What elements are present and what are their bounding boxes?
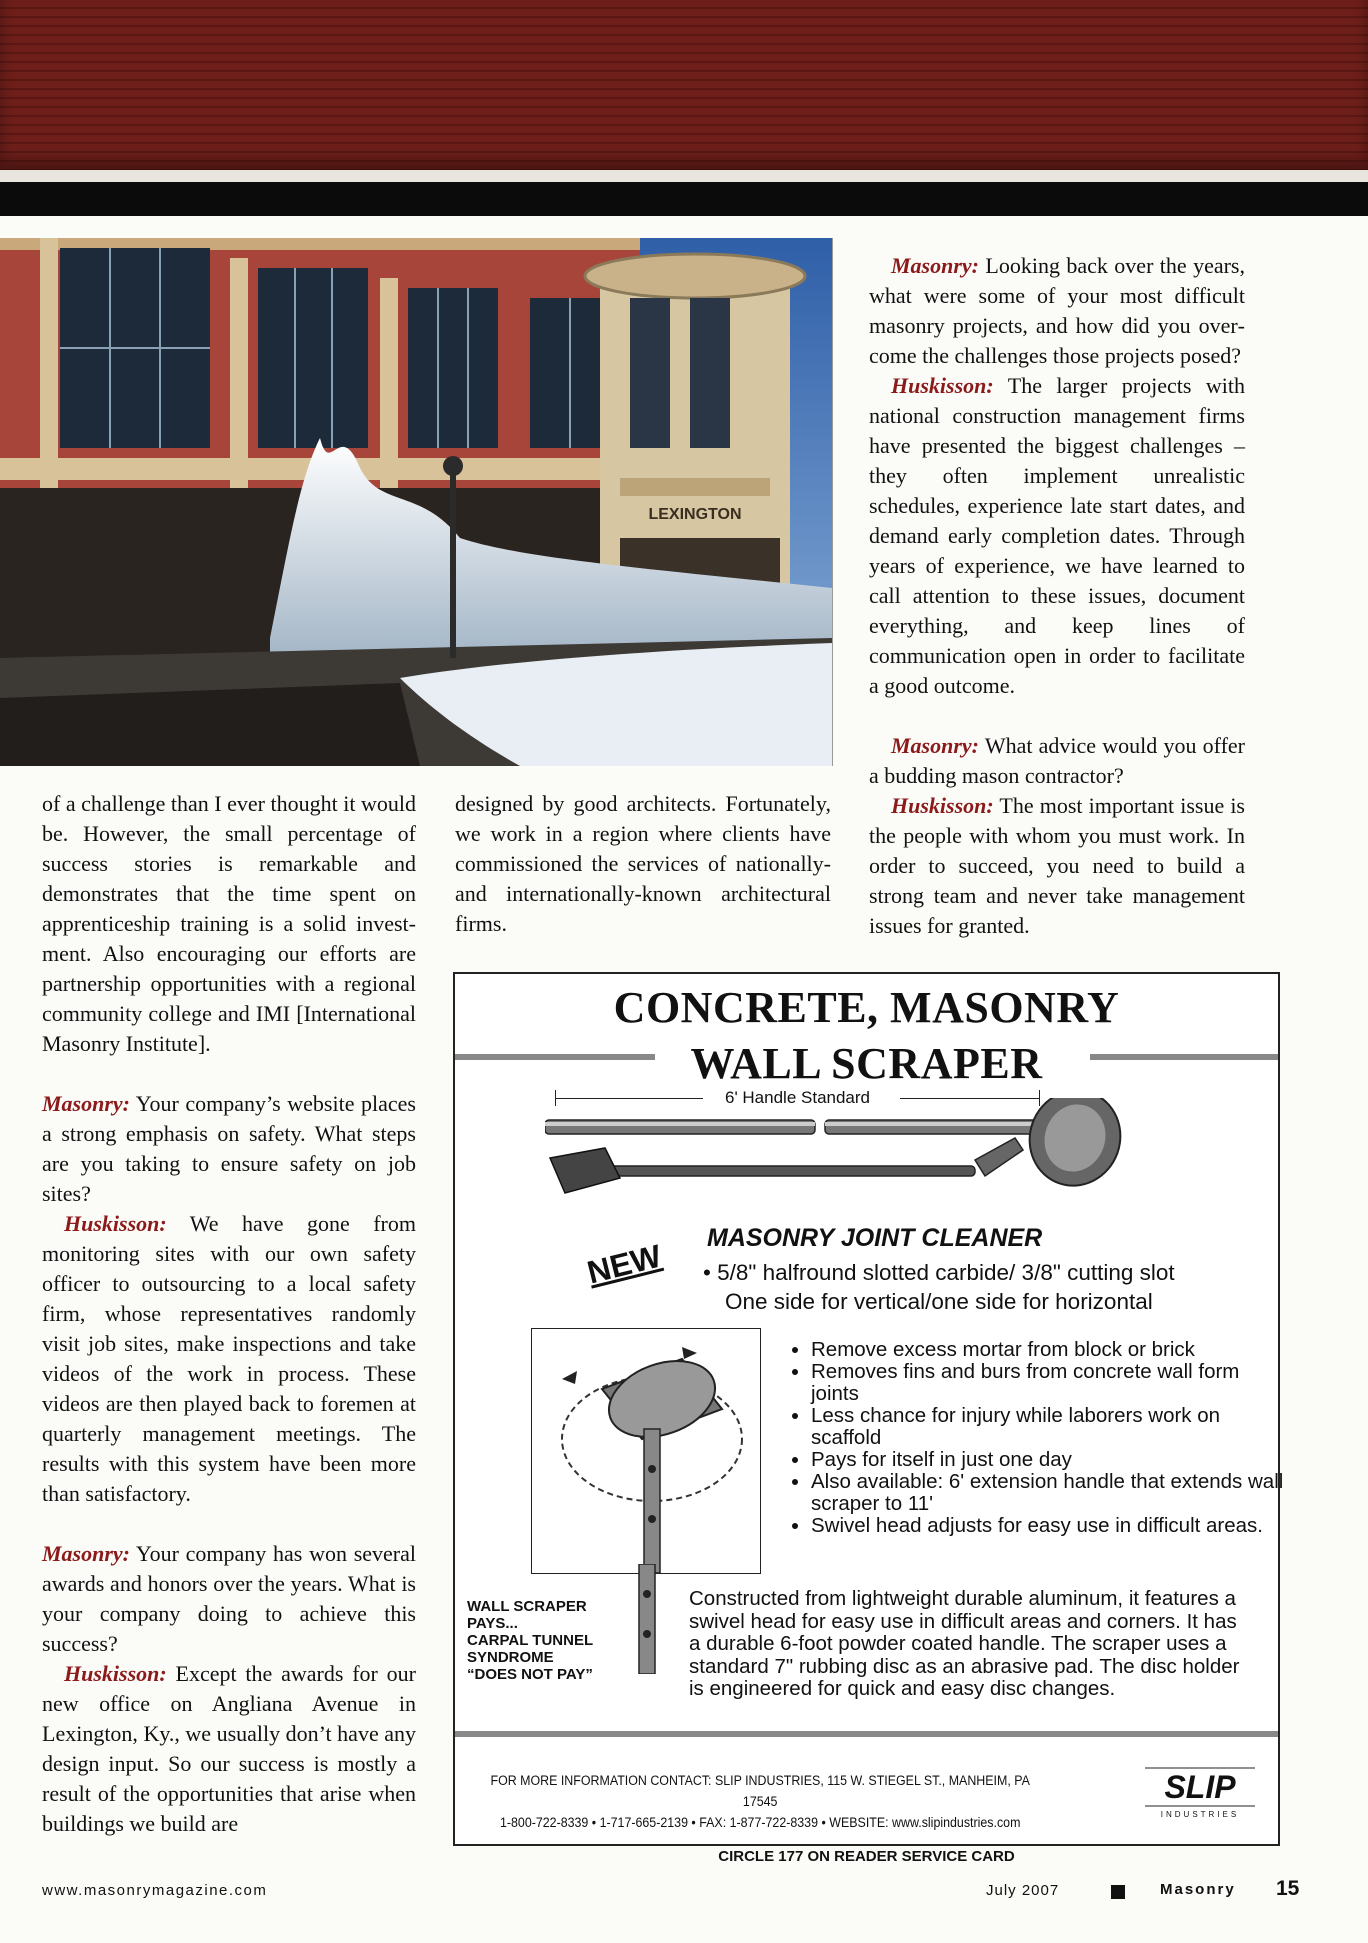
page-number: 15 [1276,1877,1300,1900]
header-banner [0,0,1368,170]
header-black-bar [0,182,1368,216]
interviewer-label: Masonry: [891,253,980,278]
swivel-head-illustration [531,1328,761,1574]
feature-item: • Pays for itself in just one day [811,1449,1291,1471]
interviewer-label: Masonry: [42,1541,131,1566]
feature-item: • Removes fins and burs from concrete wall form joints [811,1361,1291,1405]
ad-body-text: Constructed from lightweight durable aluminum, it features a swivel head for easy use in difficult areas and corners. It has a durable 6-foot powder coated handle. The scraper uses a standard 7" rubbing disc as an abrasive pad. The disc holder is engineered for quick and easy disc changes. [689,1587,1240,1700]
question-advice [869,731,1245,791]
ad-title-line-1: CONCRETE, MASONRY [613,983,1120,1032]
ad-title-line-2: WALL SCRAPER [690,1039,1043,1088]
paragraph: designed by good architects. Fortunately, we work in a region where clients have commissioned the services of nationally- and internationally-known architectural firms. [455,791,831,936]
building-fountain-photo [0,238,833,766]
paragraph: of a challenge than I ever thought it would be. However, the small percentage of success stories is remarkable and demonstrates that the time spent on apprenticeship training is a solid investment. Also encouraging our efforts are partnership opportunities with a regional community college and IMI [International Masonry Institute]. [42,791,416,1056]
handle-dimension-label: 6' Handle Standard [721,1088,874,1107]
contact-info [475,1770,1045,1833]
footer-magazine-name: Masonry [1160,1881,1236,1898]
answer-text: Except the awards for our new office on Angliana Avenue in Lexington, Ky., we usually don’t have any design input. So our success is mostly a result of the opportunities that arise when buildings we build are [42,1661,416,1836]
interviewee-label: Huskisson: [64,1211,167,1236]
interviewee-label: Huskisson: [891,373,994,398]
reader-service-note: CIRCLE 177 ON READER SERVICE CARD [718,1848,1015,1865]
interviewee-label: Huskisson: [891,793,994,818]
feature-item: • Remove excess mortar from block or brick [811,1339,1291,1361]
contact-address: FOR MORE INFORMATION CONTACT: SLIP INDUSTRIES, 115 W. STIEGEL ST., MANHEIM, PA 17545 [490,1773,1030,1809]
spec-line-1: • 5/8" halfround slotted carbide/ 3/8" cutting slot [703,1260,1175,1285]
new-badge: NEW [583,1237,665,1291]
question-text: Your company’s website places a strong emphasis on safety. What steps are you taking to ensure safety on job sites? [42,1091,416,1206]
article-column-1 [42,789,416,1839]
contact-phones: 1-800-722-8339 • 1-717-665-2139 • FAX: 1-877-722-8339 • WEBSITE: www.slipindustries.com [499,1815,1021,1830]
callout-line: PAYS... [467,1615,518,1632]
question-difficult-projects [869,251,1245,371]
feature-item: • Also available: 6' extension handle that extends wall scraper to 11' [811,1471,1291,1515]
article-column-3 [869,251,1245,941]
wall-scraper-advertisement [453,972,1284,1846]
question-text: Your company has won several awards and honors over the years. What is your company doing to achieve this success? [42,1541,416,1656]
rotunda-sign: LEXINGTON [648,506,742,523]
question-text: What advice would you offer a budding mason contractor? [869,733,1245,788]
answer-difficult-projects [869,371,1245,701]
handle-extension-image [631,1564,661,1674]
wall-scraper-tool-image [545,1098,1175,1208]
footer-date: July 2007 [986,1882,1060,1899]
feature-list [789,1339,1291,1537]
feature-item: • Less chance for injury while laborers work on scaffold [811,1405,1291,1449]
ad-spec [703,1258,1175,1316]
callout-line: CARPAL TUNNEL [467,1632,594,1649]
answer-advice [869,791,1245,941]
slip-industries-logo [1145,1764,1255,1820]
footer-square-icon [1111,1885,1125,1899]
answer-safety [42,1209,416,1509]
interviewer-label: Masonry: [891,733,980,758]
ad-footer-rule [455,1731,1278,1737]
question-awards [42,1539,416,1659]
callout-line: SYNDROME [467,1649,554,1666]
answer-text: The most important issue is the people with whom you must work. In order to succeed, you need to build a strong team and never take management issues for granted. [869,793,1245,938]
question-text: Looking back over the years, what were some of your most difficult masonry projects, and how did you overcome the challenges those projects posed? [869,253,1245,368]
callout-line: WALL SCRAPER [467,1598,587,1615]
callout-line: “DOES NOT PAY” [467,1666,593,1683]
ad-subtitle: MASONRY JOINT CLEANER [707,1224,1043,1252]
logo-subtext: INDUSTRIES [1160,1810,1240,1819]
feature-item: • Swivel head adjusts for easy use in difficult areas. [811,1515,1291,1537]
header-divider [0,170,1368,182]
article-column-2 [455,789,831,939]
footer-url: www.masonrymagazine.com [42,1882,268,1899]
carpal-tunnel-callout [467,1598,593,1683]
answer-text: We have gone from monitoring sites with our own safety officer to outsourcing to a local safety firm, whose representatives randomly visit job sites, make inspections and take videos of the work in process. These videos are then played back to foremen at quarterly management meetings. The results with this system have been more than satisfactory. [42,1211,416,1506]
answer-awards [42,1659,416,1839]
answer-text: The larger projects with national construction management firms have presented the biggest challenges – they often implement unrealistic schedules, experience late start dates, and demand early completion dates. Through years of experience, we have learned to call attention to these issues, document everything, and keep lines of communication open in order to facilitate a good outcome. [869,373,1245,698]
interviewer-label: Masonry: [42,1091,131,1116]
question-safety [42,1089,416,1209]
logo-wordmark: SLIP [1164,1769,1236,1805]
interviewee-label: Huskisson: [64,1661,167,1686]
spec-line-2: One side for vertical/one side for horizontal [725,1289,1153,1314]
